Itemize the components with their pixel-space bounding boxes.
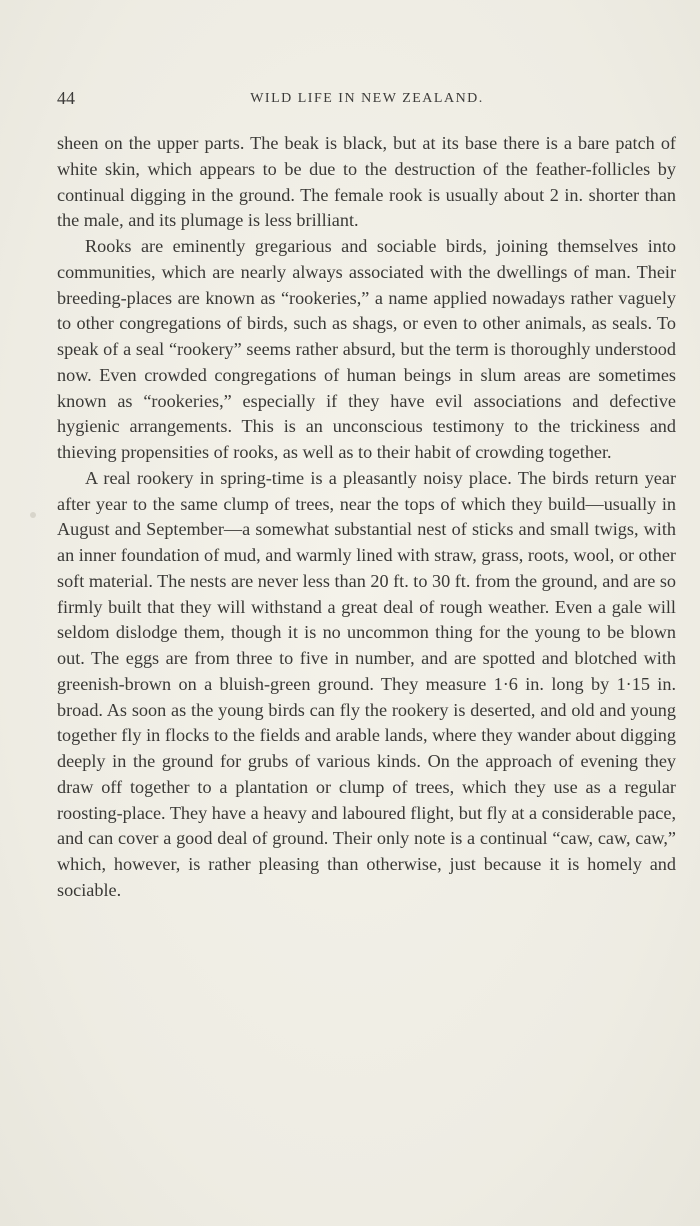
body-text bbox=[57, 131, 676, 904]
page-header bbox=[57, 88, 677, 114]
paragraph-continued: sheen on the upper parts. The beak is black, but at its base there is a bare patch of white skin, which appears to be due to the destruction of the feather-follicles by continual digging in the ground. The female rook is usually about 2 in. shorter than the male, and its plumage is less brilliant. bbox=[57, 133, 676, 231]
page-number: 44 bbox=[57, 88, 75, 108]
paper-blemish bbox=[30, 512, 36, 518]
paragraph-rook-habits: Rooks are eminently gregarious and sociable birds, joining themselves into communities, which are nearly always associated with the dwellings of man. Their breeding-places are known as “rookeries,” a name applied nowadays rather vaguely to other congregations of birds, such as shags, or even to other animals, as seals. To speak of a seal “rookery” seems rather absurd, but the term is thoroughly understood now. Even crowded congregations of human beings in slum areas are sometimes known as “rookeries,” especially if they have evil associations and defective hygienic arrangements. This is an unconscious testimony to the trickiness and thieving propensities of rooks, as well as to their habit of crowding together. bbox=[57, 236, 676, 462]
running-head: WILD LIFE IN NEW ZEALAND. bbox=[250, 91, 484, 106]
paragraph-rookery-spring: A real rookery in spring-time is a pleasantly noisy place. The birds return year after year to the same clump of trees, near the tops of which they build—usually in August and September—a somewhat substantial nest of sticks and small twigs, with an inner foundation of mud, and warmly lined with straw, grass, roots, wool, or other soft material. The nests are never less than 20 ft. to 30 ft. from the ground, and are so firmly built that they will withstand a great deal of rough weather. Even a gale will seldom dislodge them, though it is no uncommon thing for the young to be blown out. The eggs are from three to five in number, and are spotted and blotched with greenish-brown on a bluish-green ground. They measure 1·6 in. long by 1·15 in. broad. As soon as the young birds can fly the rookery is deserted, and old and young together fly in flocks to the fields and arable lands, where they wander about digging deeply in the ground for grubs of various kinds. On the approach of evening they draw off together to a plantation or clump of trees, which they use as a regular roosting-place. They have a heavy and laboured flight, but fly at a considerable pace, and can cover a good deal of ground. Their only note is a continual “caw, caw, caw,” which, however, is rather pleasing than otherwise, just because it is homely and sociable. bbox=[57, 467, 676, 900]
